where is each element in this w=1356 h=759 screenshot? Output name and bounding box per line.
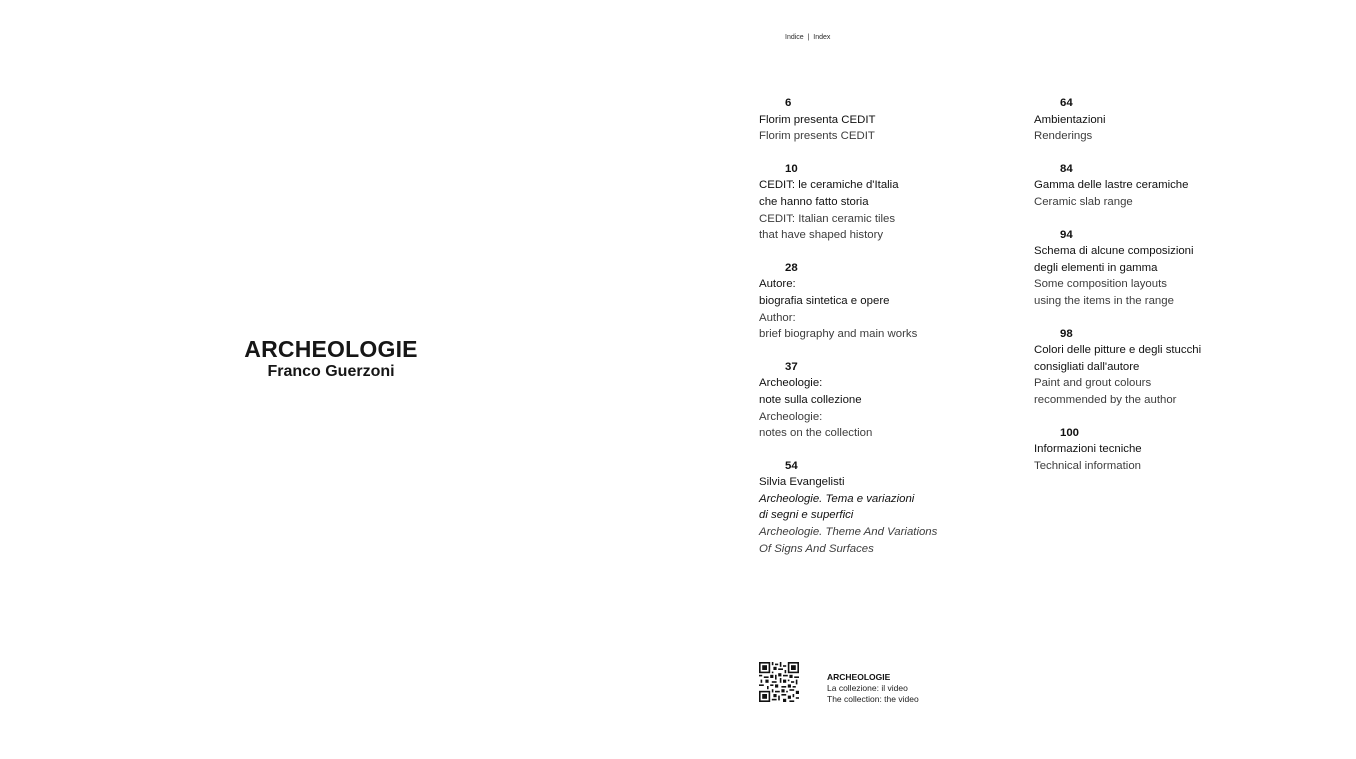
entry-title-italian: degli elementi in gamma (1034, 261, 1158, 274)
entry-title-english: Of Signs And Surfaces (759, 542, 874, 555)
page-number: 28 (785, 261, 798, 274)
page-number: 64 (1060, 97, 1073, 109)
entry-title-italian: di segni e superfici (759, 509, 854, 522)
cover-author: Franco Guerzoni (267, 363, 395, 380)
index-heading: Indice | Index (785, 34, 831, 41)
index-entry (759, 359, 989, 442)
page-number: 10 (785, 162, 798, 175)
entry-title-english: Archeologie. Theme And Variations (759, 526, 938, 539)
index-entry (1034, 425, 1264, 475)
index-column-right (1034, 95, 1264, 490)
entry-title-italian: Autore: (759, 278, 796, 291)
qr-code-icon[interactable] (759, 662, 799, 702)
entry-title-english: CEDIT: Italian ceramic tiles (759, 212, 896, 225)
index-entry (759, 260, 989, 343)
entry-title-italian: Informazioni tecniche (1034, 443, 1142, 456)
index-entry (759, 458, 989, 558)
entry-title-italian: che hanno fatto storia (759, 195, 869, 208)
entry-title-italian: Florim presenta CEDIT (759, 113, 876, 126)
entry-title-english: that have shaped history (759, 229, 884, 242)
entry-title-english: Paint and grout colours (1034, 377, 1152, 390)
index-entry (1034, 95, 1264, 145)
entry-title-italian: Gamma delle lastre ceramiche (1034, 179, 1189, 192)
entry-title-italian: Schema di alcune composizioni (1034, 245, 1194, 258)
entry-title-english: notes on the collection (759, 427, 873, 440)
index-entry (759, 161, 989, 244)
index-entry (1034, 227, 1264, 310)
page-number: 37 (785, 360, 798, 373)
entry-title-italian: CEDIT: le ceramiche d'Italia (759, 179, 899, 192)
page-number: 98 (1060, 327, 1073, 340)
entry-title-italian: Colori delle pitture e degli stucchi (1034, 344, 1202, 357)
entry-title-english: recommended by the author (1034, 393, 1177, 406)
entry-title-english: Ceramic slab range (1034, 195, 1133, 208)
entry-title-english: Some composition layouts (1034, 278, 1167, 291)
video-line-italian: La collezione: il video (827, 683, 908, 693)
entry-title-italian: consigliati dall'autore (1034, 360, 1140, 373)
entry-title-italian: Archeologie. Tema e variazioni (759, 492, 915, 505)
index-entry (759, 95, 989, 145)
entry-title-italian: biografia sintetica e opere (759, 294, 890, 307)
entry-title-english: Archeologie: (759, 410, 823, 423)
entry-title-italian: Archeologie: (759, 377, 823, 390)
index-entry (1034, 161, 1264, 211)
entry-title-italian: Silvia Evangelisti (759, 476, 845, 489)
page-number: 84 (1060, 162, 1073, 175)
video-title: ARCHEOLOGIE (827, 672, 891, 682)
entry-title-english: Technical information (1034, 459, 1141, 472)
entry-title-italian: Ambientazioni (1034, 113, 1106, 126)
entry-title-english: Renderings (1034, 130, 1093, 143)
index-entry (1034, 326, 1264, 409)
entry-title-italian: note sulla collezione (759, 393, 862, 406)
page-number: 6 (785, 97, 792, 109)
page-number: 54 (785, 459, 798, 472)
entry-title-english: using the items in the range (1034, 294, 1174, 307)
video-caption (827, 672, 919, 705)
cover-title: ARCHEOLOGIE (244, 336, 418, 362)
page-number: 94 (1060, 228, 1073, 241)
page-number: 100 (1060, 426, 1080, 439)
cover-title-block (190, 336, 472, 382)
entry-title-english: brief biography and main works (759, 328, 918, 341)
entry-title-english: Florim presents CEDIT (759, 130, 875, 143)
index-column-left (759, 95, 989, 573)
entry-title-english: Author: (759, 311, 796, 324)
video-line-english: The collection: the video (827, 694, 919, 704)
